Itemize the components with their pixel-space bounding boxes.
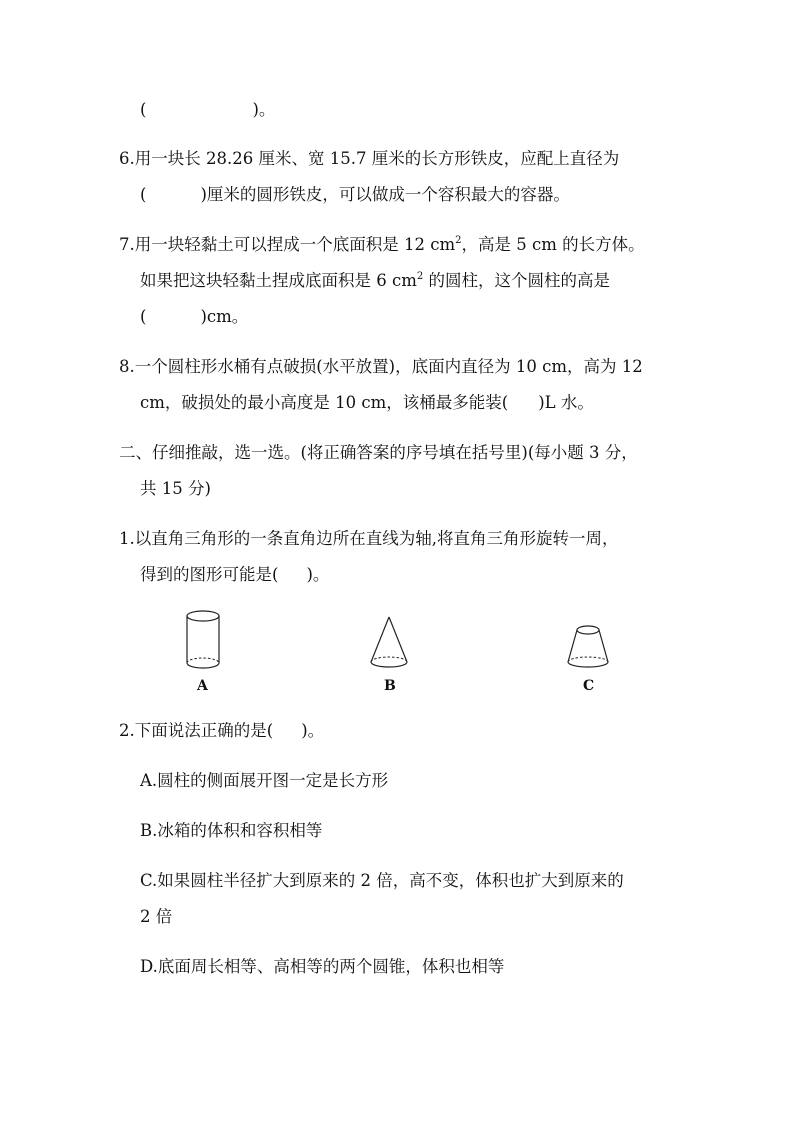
q8-line-1: 8.一个圆柱形水桶有点破损(水平放置)，底面内直径为 10 cm，高为 12 — [119, 357, 643, 376]
option-label-c: C — [583, 678, 595, 694]
mc2-option-c-line-1: C.如果圆柱半径扩大到原来的 2 倍，高不变，体积也扩大到原来的 — [140, 871, 624, 890]
section-2-heading: 二、仔细推敲，选一选。(将正确答案的序号填在括号里)(每小题 3 分， — [119, 443, 638, 462]
mc2-option-b: B.冰箱的体积和容积相等 — [140, 821, 323, 840]
cylinder-icon — [180, 608, 226, 674]
mc2-option-a: A.圆柱的侧面展开图一定是长方形 — [140, 771, 389, 790]
mc1-line-2: 得到的图形可能是( )。 — [140, 565, 330, 584]
paren-close: )。 — [252, 100, 276, 119]
q7-line-2: 如果把这块轻黏土捏成底面积是 6 $cm^2$ 的圆柱，这个圆柱的高是 — [140, 271, 610, 290]
mc1-option-figures — [0, 600, 794, 700]
mc2-option-d: D.底面周长相等、高相等的两个圆锥，体积也相等 — [140, 957, 505, 976]
option-label-a: A — [197, 678, 208, 694]
mc1-line-1: 1.以直角三角形的一条直角边所在直线为轴,将直角三角形旋转一周， — [119, 529, 619, 548]
section-2-heading-cont: 共 15 分) — [140, 479, 211, 498]
q5-answer-blank — [140, 99, 275, 121]
mc2-stem: 2.下面说法正确的是( )。 — [119, 721, 325, 740]
q6-line-1: 6.用一块长 28.26 厘米、宽 15.7 厘米的长方形铁皮，应配上直径为 — [119, 149, 620, 168]
option-label-b: B — [384, 678, 396, 694]
q8-line-2: cm，破损处的最小高度是 10 cm，该桶最多能装( )L 水。 — [140, 393, 594, 412]
q7-line-3: ( )cm。 — [140, 307, 249, 326]
q6-line-2: ( )厘米的圆形铁皮，可以做成一个容积最大的容器。 — [140, 185, 570, 204]
paren-open: ( — [140, 100, 147, 119]
q7-line-1: 7.用一块轻黏土可以捏成一个底面积是 12 $cm^2$，高是 5 cm 的长方体。 — [119, 235, 645, 254]
frustum-icon — [562, 622, 614, 674]
cone-icon — [366, 614, 412, 674]
mc2-option-c-line-2: 2 倍 — [140, 907, 173, 926]
